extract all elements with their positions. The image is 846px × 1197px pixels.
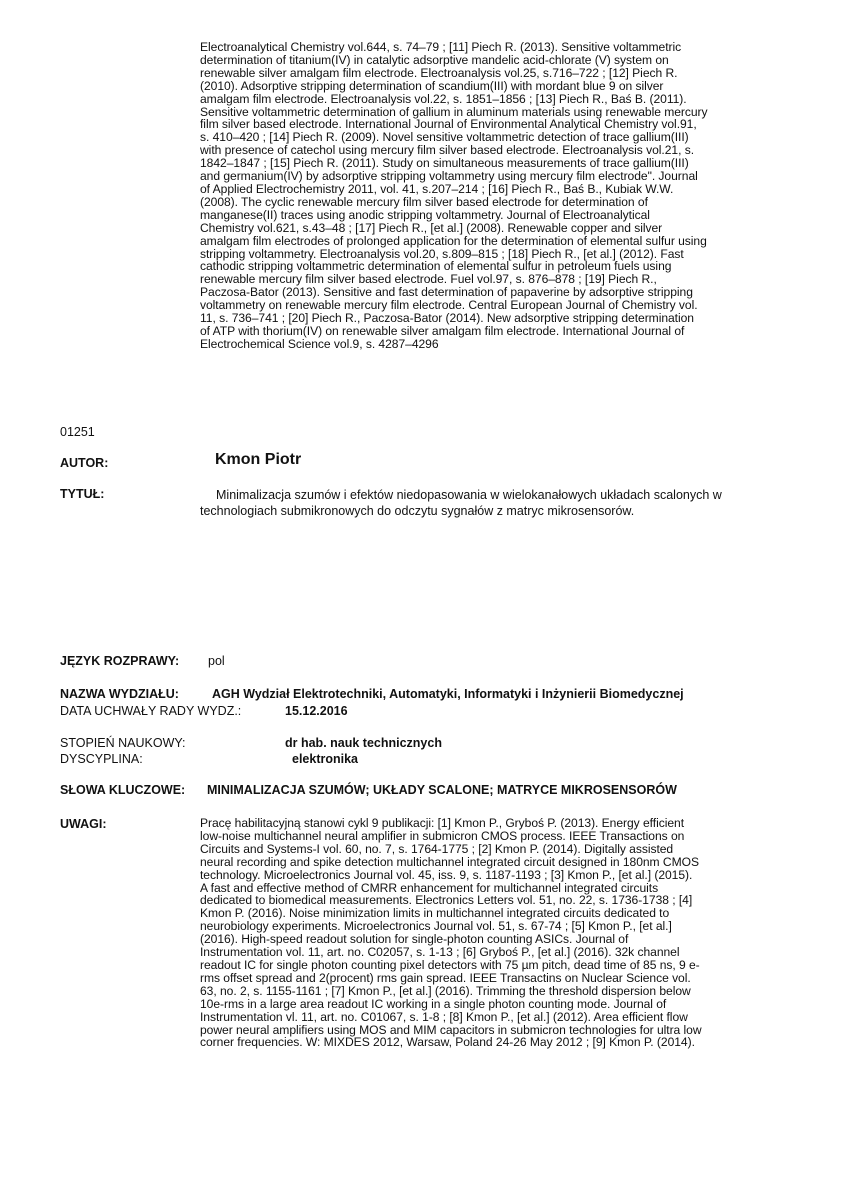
keywords-label: SŁOWA KLUCZOWE: [60, 783, 186, 797]
degree-value: dr hab. nauk technicznych [285, 736, 442, 750]
degree-label: STOPIEŃ NAUKOWY: [60, 736, 186, 750]
author-name: Kmon Piotr [215, 451, 302, 468]
discipline-label: DYSCYPLINA: [60, 752, 143, 766]
author-label: AUTOR: [60, 456, 109, 470]
faculty-value: AGH Wydział Elektrotechniki, Automatyki, Informatyki i Inżynierii Biomedycznej [212, 687, 684, 701]
language-value: pol [208, 654, 225, 668]
discipline-value: elektronika [292, 752, 359, 766]
previous-record-references: Electroanalytical Chemistry vol.644, s. 74–79 ; [11] Piech R. (2013). Sensitive voltammetric determination of titanium(IV) in catalytic adsorptive mandelic acid-chlorate (V) system on renewable silver amalgam film electrode. Electroanalysis vol.25, s.716–722 ; [12] Piech R. (2010). Adsorptive stripping determination of scandium(III) with mordant blue 9 on silver amalgam film electrode. Electroanalysis vol.22, s. 1851–1856 ; [13] Piech R., Baś B. (2011). Sensitive voltammetric determination of gallium in aluminum materials using renewable mercury film silver based electrode. International Journal of Environmental Analytical Chemistry vol.91, s. 410–420 ; [14] Piech R. (2009). Novel sensitive voltammetric detection of trace gallium(III) with presence of catechol using mercury film silver based electrode. Electroanalysis vol.21, s. 1842–1847 ; [15] Piech R. (2011). Study on simultaneous measurements of trace gallium(III) and germanium(IV) by adsorptive stripping voltammetry using mercury film electrode". Journal of Applied Electrochemistry 2011, vol. 41, s.207–214 ; [16] Piech R., Baś B., Kubiak W.W. (2008). The cyclic renewable mercury film silver based electrode for determination of manganese(II) traces using anodic stripping voltammetry. Journal of Electroanalytical Chemistry vol.621, s.43–48 ; [17] Piech R., [et al.] (2008). Renewable copper and silver amalgam film electrodes of prolonged application for the determination of elemental sulfur using stripping voltammetry. Electroanalysis vol.20, s.809–815 ; [18] Piech R., [et al.] (2012). Fast cathodic stripping voltammetric determination of elemental sulfur in petroleum fuels using renewable mercury film silver based electrode. Fuel vol.97, s. 876–878 ; [19] Piech R., Paczosa-Bator (2013). Sensitive and fast determination of papaverine by adsorptive stripping voltammetry on renewable mercury film electrode. Central European Journal of Chemistry vol. 11, s. 736–741 ; [20] Piech R., Paczosa-Bator (2014). New adsorptive stripping determination of ATP with thorium(IV) on renewable silver amalgam film electrode. International Journal of Electrochemical Science vol.9, s. 4287–4296 [200, 40, 708, 351]
faculty-label: NAZWA WYDZIAŁU: [60, 687, 179, 701]
resolution-date-value: 15.12.2016 [285, 704, 348, 718]
notes-text: Pracę habilitacyjną stanowi cykl 9 publikacji: [1] Kmon P., Gryboś P. (2013). Energy efficient low-noise multichannel neural amplifier in submicron CMOS process. IEEE Transactions on Circuits and Systems-I vol. 60, no. 7, s. 1764-1775 ; [2] Kmon P. (2014). Digitally assisted neural recording and spike detection multichannel integrated circuit designed in 180nm CMOS technology. Microelectronics Journal vol. 45, iss. 9, s. 1187-1193 ; [3] Kmon P., [et al.] (2015). A fast and effective method of CMRR enhancement for multichannel integrated circuits dedicated to biomedical measurements. Electronics Letters vol. 51, no. 22, s. 1736-1738 ; [4] Kmon P. (2016). Noise minimization limits in multichannel integrated circuits dedicated to neurobiology experiments. Microelectronics Journal vol. 51, s. 67-74 ; [5] Kmon P., [et al.] (2016). High-speed readout solution for single-photon counting ASICs. Journal of Instrumentation vol. 11, art. no. C02057, s. 1-13 ; [6] Gryboś P., [et al.] (2016). 32k channel readout IC for single photon counting pixel detectors with 75 µm pitch, dead time of 85 ns, 9 e- rms offset spread and 2(procent) rms gain spread. IEEE Transactins on Nuclear Science vol. 63, no. 2, s. 1155-1161 ; [7] Kmon P., [et al.] (2016). Trimming the threshold dispersion below 10e-rms in a large area readout IC working in a single photon counting mode. Journal of Instrumentation vl. 11, art. no. C01067, s. 1-8 ; [8] Kmon P., [et al.] (2012). Area efficient flow power neural amplifiers using MOS and MIM capacitors in submicron technologies for ultra low corner frequencies. W: MIXDES 2012, Warsaw, Poland 24-26 May 2012 ; [9] Kmon P. (2014). [200, 816, 702, 1050]
record-id: 01251 [60, 425, 95, 439]
language-label: JĘZYK ROZPRAWY: [60, 654, 180, 668]
resolution-date-label: DATA UCHWAŁY RADY WYDZ.: [60, 704, 242, 718]
thesis-title: Minimalizacja szumów i efektów niedopasowania w wielokanałowych układach scalonych w technologiach submikronowych do odczytu sygnałów z matryc mikrosensorów. [200, 488, 722, 518]
title-label: TYTUŁ: [60, 487, 105, 501]
keywords-value: MINIMALIZACJA SZUMÓW; UKŁADY SCALONE; MATRYCE MIKROSENSORÓW [207, 783, 677, 797]
notes-label: UWAGI: [60, 817, 107, 831]
